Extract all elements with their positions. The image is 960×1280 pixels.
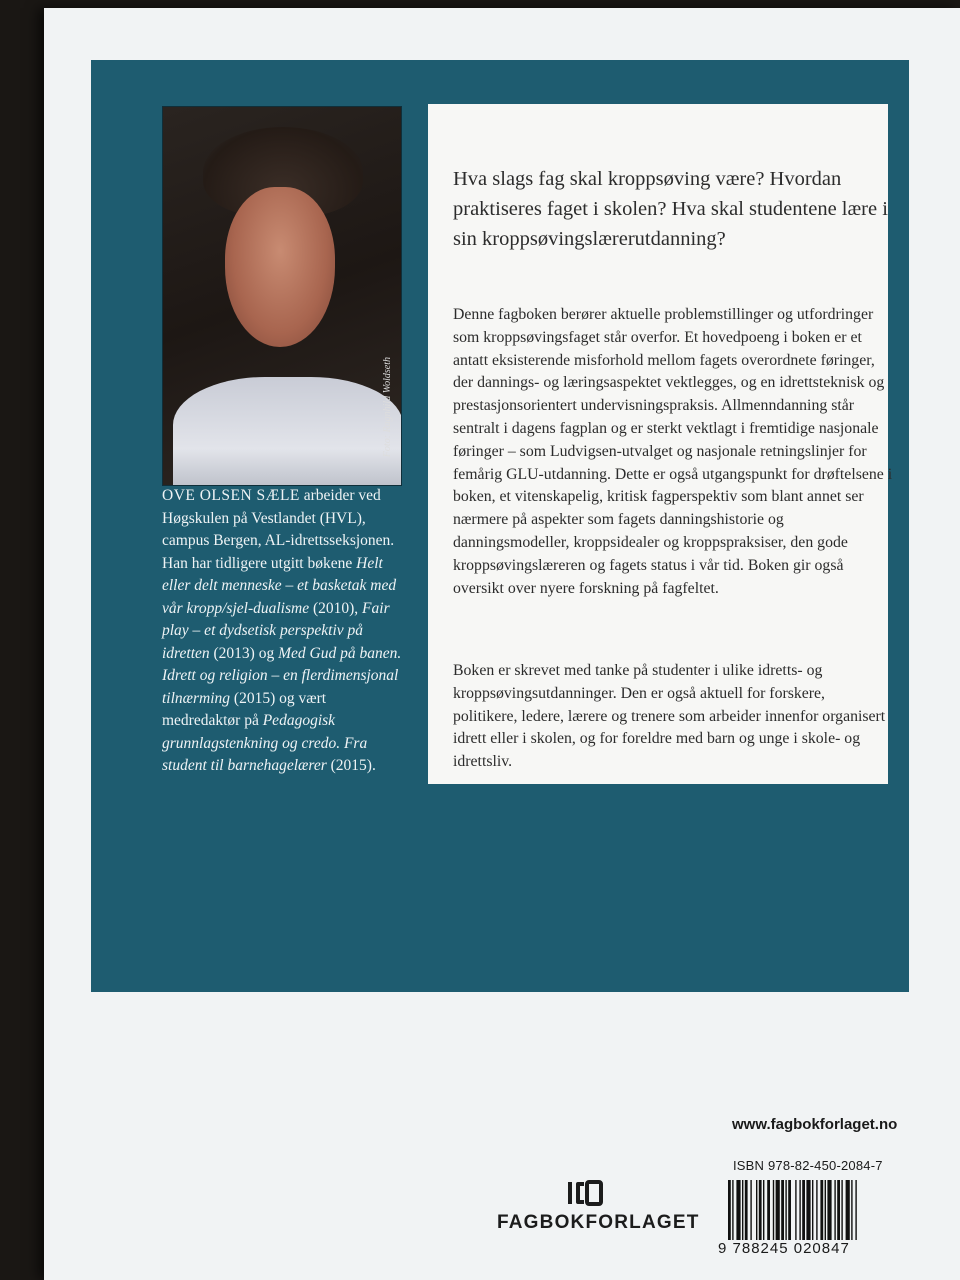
- barcode-bar: [834, 1180, 835, 1240]
- teal-panel: [91, 60, 909, 992]
- barcode-bar: [736, 1180, 740, 1240]
- book-back-cover: [44, 8, 960, 1280]
- barcode-bar: [855, 1180, 856, 1240]
- bio-text-4: (2015) og vært medredaktør på: [162, 689, 327, 729]
- bio-text-2: (2010),: [309, 599, 363, 617]
- author-face: [225, 187, 335, 347]
- publisher-website: www.fagbokforlaget.no: [732, 1116, 898, 1133]
- barcode-number: 9 788245 020847: [718, 1240, 850, 1257]
- bio-text-1: arbeider ved Høgskulen på Vestlandet (HVL), campus Bergen, AL-idrettsseksjonen. Han har tidligere utgitt bøkene: [162, 487, 395, 572]
- bio-title-1: Helt eller delt menneske – et basketak med vår kropp/sjel-dualisme: [162, 554, 397, 617]
- bio-title-3: Med Gud på banen. Idrett og religion – en flerdimensjonal tilnærming: [162, 644, 402, 707]
- barcode-bar: [773, 1180, 774, 1240]
- barcode-bar: [851, 1180, 852, 1240]
- barcode-bar: [799, 1180, 800, 1240]
- author-shirt: [173, 377, 402, 486]
- barcode-bar: [750, 1180, 751, 1240]
- barcode-bar: [756, 1180, 757, 1240]
- blurb-paragraph-1: Denne fagboken berører aktuelle problemstillinger og utfordringer som kroppsøvingsfaget står overfor. Et hovedpoeng i boken er et antatt eksisterende misforhold mellom fagets overordnete føringer, der dannings- og læringsaspektet vektlegges, og en idrettsteknisk og prestasjonsorientert undervisningspraksis. Allmenndanning står sentralt i dagens fagplan og er sterkt vektlagt i fremtidige nasjonale føringer – som Ludvigsen-utvalget og nasjonale retningslinjer for femårig GLU-utdanning. Dette er også utgangspunkt for drøftelsene i boken, et vitenskapelig, kritisk fagperspektiv som blant annet ser nærmere på aspekter som fagets danningshistorie og danningsmodeller, kroppsidealer og kroppspraksiser, den gode kroppsøvingslæreren og fagets status i vår tid. Boken gir også oversikt over nyere forskning på fagfeltet.: [453, 306, 893, 597]
- isbn: ISBN 978-82-450-2084-7: [733, 1158, 883, 1173]
- barcode-bar: [846, 1180, 850, 1240]
- barcode-bar: [816, 1180, 817, 1240]
- barcode-bar: [802, 1180, 805, 1240]
- barcode-bar: [728, 1180, 731, 1240]
- bio-text-3: (2013) og: [209, 644, 279, 662]
- photo-credit: Foto: Ragnhild Woldseth: [382, 357, 393, 458]
- barcode-bar: [742, 1180, 743, 1240]
- barcode: [728, 1180, 904, 1240]
- barcode-bar: [759, 1180, 762, 1240]
- barcode-bar: [763, 1180, 764, 1240]
- barcode-bar: [745, 1180, 748, 1240]
- bio-text-5: (2015).: [326, 757, 376, 774]
- barcode-bar: [841, 1180, 842, 1240]
- barcode-bar: [767, 1180, 770, 1240]
- barcode-bar: [785, 1180, 786, 1240]
- bio-title-4: Pedagogisk grunnlagstenkning og credo. Fra student til barnehagelærer: [162, 712, 368, 774]
- barcode-bar: [776, 1180, 780, 1240]
- author-photo: [162, 106, 402, 486]
- barcode-bar: [781, 1180, 784, 1240]
- barcode-bar: [806, 1180, 810, 1240]
- barcode-bar: [820, 1180, 823, 1240]
- barcode-bar: [837, 1180, 840, 1240]
- publisher-name: FAGBOKFORLAGET: [497, 1212, 700, 1233]
- blurb-box: [428, 104, 893, 784]
- barcode-bar: [825, 1180, 826, 1240]
- bio-title-2: Fair play – et dydsetisk perspektiv på idretten: [162, 599, 390, 662]
- barcode-bar: [795, 1180, 796, 1240]
- barcode-bar: [827, 1180, 831, 1240]
- author-bio: [162, 485, 402, 778]
- author-name: OVE OLSEN SÆLE: [162, 487, 300, 504]
- barcode-bar: [812, 1180, 813, 1240]
- blurb-paragraph-2: Boken er skrevet med tanke på studenter i ulike idretts- og kroppsøvingsutdanninger. Den er også aktuell for forskere, politikere, ledere, lærere og trenere som arbeider innenfor organisert idrett eller i skolen, og for foreldre med barn og unge i skole- og idrettsliv.: [453, 662, 886, 771]
- blurb-lead: Hva slags fag skal kroppsøving være? Hvordan praktiseres faget i skolen? Hva skal studentene lære i sin kroppsøvingslærerutdanning?: [453, 168, 888, 250]
- publisher-logo-icon: [560, 1178, 608, 1208]
- barcode-bar: [732, 1180, 733, 1240]
- barcode-bar: [788, 1180, 791, 1240]
